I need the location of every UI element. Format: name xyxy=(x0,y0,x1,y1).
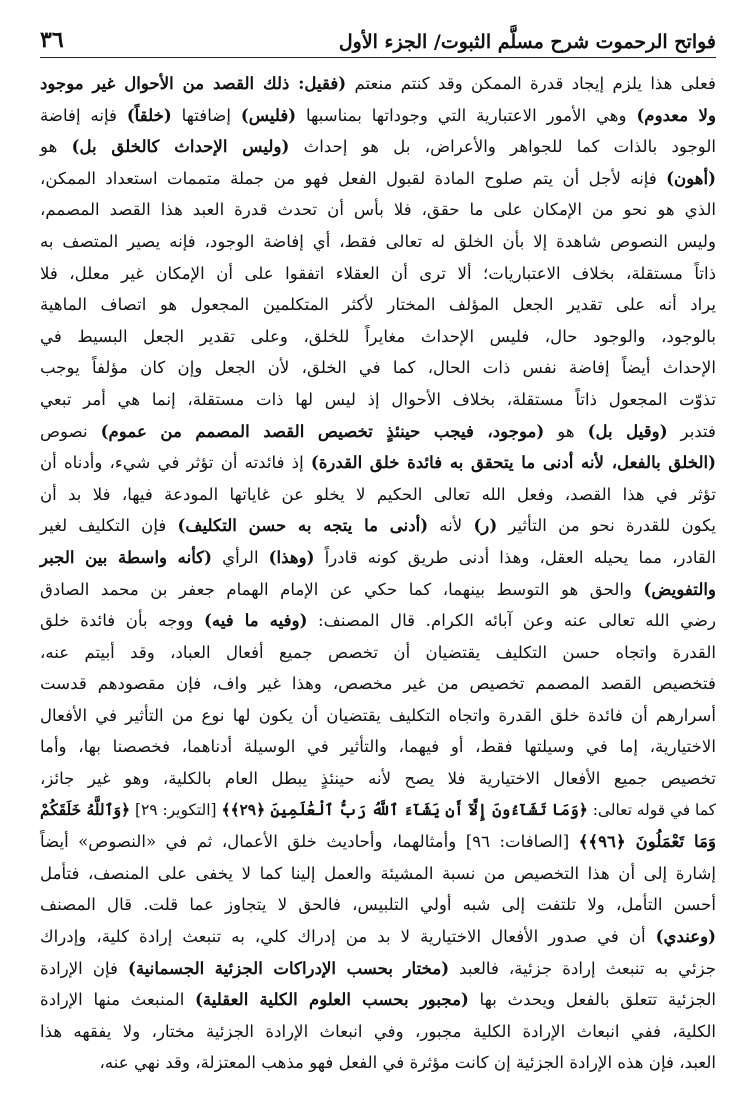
sharh-segment: إذ فائدته أن تؤثر في شيء، وأدناه أن xyxy=(40,453,311,473)
text-line xyxy=(40,889,716,921)
sharh-segment: [الصافات: ٩٦] وأمثالهما، وأحاديث خلق الأعمال، ثم في «النصوص» أيضاً xyxy=(40,832,579,852)
bold-matn-segment: (وعندي) xyxy=(655,926,716,947)
sharh-segment: فإن التكليف لغير xyxy=(40,516,178,536)
text-line xyxy=(40,352,716,384)
sharh-segment: الاختيارية، إما في وسيلتها فقط، أو فيهما، والتأثير في الوسيلة أدناهما، فخصصنا بها، وأما xyxy=(40,737,716,757)
sharh-segment: كما في قوله تعالى: xyxy=(587,800,716,819)
sharh-segment: تذوّت المجعول ذاتاً مستقلة، بخلاف الأحوال إذ ليس لها ذات مستقلة، إنما هي أمر تبعي xyxy=(40,389,716,409)
text-line xyxy=(40,668,716,700)
sharh-segment: نصوص xyxy=(40,421,101,441)
body-text xyxy=(40,68,716,1083)
sharh-segment: أحسن التأمل، ولا تلتفت إلى شبه أولي التلبيس، فالحق لا يتجاوز عما قلت. قال المصنف xyxy=(40,895,716,915)
text-line xyxy=(40,763,716,795)
text-line xyxy=(40,826,716,858)
bold-matn-segment: (فليس) xyxy=(240,104,297,125)
sharh-segment: فإنه لأجل أن يتم صلوح المادة لقبول الفعل فهو من جملة متممات استعداد الممكن، xyxy=(40,168,667,188)
sharh-segment: الرأي xyxy=(212,547,269,567)
bold-matn-segment: (ر) xyxy=(473,515,498,536)
sharh-segment: جزئي به تنبعث إرادة جزئية، فالعبد xyxy=(449,958,716,978)
page-header xyxy=(40,22,716,58)
sharh-segment: إضافتها xyxy=(171,105,241,125)
page-number: ٣٦ xyxy=(40,27,64,53)
bold-matn-segment: (كأنه واسطة بين الجبر xyxy=(40,546,213,567)
sharh-segment: تخصيص جميع الأفعال الاختيارية فلا يصح لأنه حينئذٍ يبطل العام بالكلية، وهو غير جائز، xyxy=(40,769,716,789)
text-line xyxy=(40,858,716,890)
sharh-segment: فإن الإرادة xyxy=(40,958,129,978)
text-line xyxy=(40,953,716,985)
sharh-segment: أن في صدور الأفعال الاختيارية لا بد من إدراك كلي، به تنبعث إرادة كلية، وإدراك xyxy=(40,927,656,947)
sharh-segment: يكون للقدرة نحو من التأثير xyxy=(497,516,716,536)
text-line xyxy=(40,1016,716,1048)
sharh-segment: وهي الأمور الاعتبارية التي وجوداتها بمناسبها xyxy=(296,105,637,125)
bold-matn-segment: (الخلق بالفعل، لأنه أدنى ما يتحقق به فائدة خلق القدرة) xyxy=(310,452,716,473)
running-title: فواتح الرحموت شرح مسلَّم الثبوت/ الجزء الأول xyxy=(338,31,716,53)
bold-matn-segment: (مختار بحسب الإدراكات الجزئية الجسمانية) xyxy=(128,957,450,978)
text-line xyxy=(40,479,716,511)
bold-matn-segment: (فقيل: ذلك القصد من الأحوال غير موجود xyxy=(40,73,347,93)
bold-matn-segment: ﴿وَٱللَّهُ خَلَقَكُمْ xyxy=(39,800,131,819)
sharh-segment: الإحداث أيضاً إفاضة نفس ذات الحال، كما في الخلق، لأن الجعل وإن كان مؤلفاً يوجب xyxy=(40,358,716,378)
text-line xyxy=(40,700,716,732)
text-line xyxy=(40,795,716,827)
bold-matn-segment: (أدنى ما يتجه به حسن التكليف) xyxy=(177,515,429,536)
text-line xyxy=(40,194,716,226)
text-line xyxy=(40,384,716,416)
text-line xyxy=(40,984,716,1016)
text-line xyxy=(40,447,716,479)
sharh-segment: ووجه بأن فائدة خلق xyxy=(40,611,204,631)
sharh-segment: القدرة واتجاه حسن التكليف يقتضيان أن تخصص جميع أفعال العباد، وقد أبيتم عنه، xyxy=(40,642,716,662)
text-line xyxy=(40,605,716,637)
text-line xyxy=(40,68,716,100)
text-line xyxy=(40,226,716,258)
text-line xyxy=(40,100,716,132)
text-line xyxy=(40,510,716,542)
sharh-segment: ذاتاً مستقلة، بخلاف الاعتباريات؛ ألا ترى أن العقلاء اتفقوا على أن الإمكان غير معلل، فلا xyxy=(40,263,716,283)
text-line xyxy=(40,163,716,195)
bold-matn-segment: (مجبور بحسب العلوم الكلية العقلية) xyxy=(195,989,469,1010)
sharh-segment: الجزئية تتعلق بالفعل ويحدث بها xyxy=(468,990,716,1010)
bold-matn-segment: ولا معدوم) xyxy=(636,104,717,125)
sharh-segment: يراد أنه على تقدير الجعل المؤلف المختار لأكثر المتكلمين المجعول هو اتصاف الماهية xyxy=(40,295,716,315)
bold-matn-segment: (أهون) xyxy=(666,167,716,188)
sharh-segment: أسرارهم أن فائدة خلق القدرة واتجاه التكليف يقتضيان أن يكون لها نوع من التأثير في الأفعال xyxy=(40,705,716,725)
text-line xyxy=(40,321,716,353)
sharh-segment: هو xyxy=(40,137,72,157)
sharh-segment: فعلى هذا يلزم إيجاد قدرة الممكن وقد كنتم منعتم xyxy=(346,74,716,93)
text-line xyxy=(40,289,716,321)
sharh-segment: الذي هو نحو من الإمكان على ما حقق، فلا بأس أن تحدث قدرة العبد هذا القصد المصمم، xyxy=(40,200,716,220)
sharh-segment: القادر، مما يحيله العقل، وهذا أدنى طريق كونه قادراً xyxy=(314,547,716,567)
sharh-segment: لأنه xyxy=(428,516,474,536)
bold-matn-segment: (موجود، فيجب حينئذٍ تخصيص القصد المصمم من عموم) xyxy=(100,420,545,441)
bold-matn-segment: ﴿وَمَا تَشَآءُونَ إِلَّآ أَن يَشَآءَ ٱللَّهُ رَبُّ ٱلْعَٰلَمِينَ ﴿٢٩﴾﴾ xyxy=(221,800,588,819)
sharh-segment: والحق هو التوسط بينهما، كما حكي عن الإمام الهمام جعفر بن محمد الصادق xyxy=(40,579,644,599)
bold-matn-segment: (وهذا) xyxy=(268,546,315,567)
sharh-segment: إشارة إلى أن هذا التخصيص من نسبة المشيئة والعمل إلينا كما لا يخفى على المنصف، فتأمل xyxy=(40,863,716,883)
text-line xyxy=(40,258,716,290)
text-line xyxy=(40,416,716,448)
bold-matn-segment: (وفيه ما فيه) xyxy=(203,610,308,631)
sharh-segment: المنبعث منها الإرادة xyxy=(40,990,196,1010)
bold-matn-segment: (خلقاً) xyxy=(126,104,172,125)
text-line xyxy=(40,1047,716,1079)
text-line xyxy=(40,131,716,163)
sharh-segment: تؤثر في هذا القصد، وفعل الله تعالى الحكيم لا يخلو عن غاياتها المودعة فيها، فلا بد أن xyxy=(40,484,716,504)
text-line xyxy=(40,731,716,763)
bold-matn-segment: والتفويض) xyxy=(643,578,716,599)
sharh-segment: وليس النصوص شاهدة إلا بأن الخلق له تعالى فقط، أي إفاضة الوجود، فإنه يصير المتصف به xyxy=(40,231,716,251)
text-line xyxy=(40,574,716,606)
text-line xyxy=(40,542,716,574)
sharh-segment: فتخصيص القصد المصمم تخصيص من غير مخصص، وهذا غير واف، فإن مقصودهم قدست xyxy=(40,674,716,694)
bold-matn-segment: (وقيل بل) xyxy=(587,420,668,441)
sharh-segment: هو xyxy=(544,421,588,441)
bold-matn-segment: (وليس الإحداث كالخلق بل) xyxy=(71,136,290,157)
sharh-segment: الكلية، ففي انبعاث الإرادة الكلية مجبور، وفي انبعاث الإرادة الجزئية مختار، ولا يفقهه هذا xyxy=(40,1021,716,1041)
sharh-segment: فإنه إفاضة xyxy=(40,105,127,125)
text-line xyxy=(40,921,716,953)
text-line xyxy=(40,637,716,669)
sharh-segment: العبد، فإن هذه الإرادة الجزئية إن كانت مؤثرة في الفعل فهو مذهب المعتزلة، وقد نهي عنه، xyxy=(99,1053,716,1073)
sharh-segment: الوجود بالذات كما للجواهر والأعراض، بل هو إحداث xyxy=(289,137,717,157)
sharh-segment: فتدبر xyxy=(667,421,716,441)
sharh-segment: بالوجود، والوجود حال، فليس الإحداث مغايراً للخلق، وعلى تقدير الجعل البسيط في xyxy=(40,326,716,346)
sharh-segment: [التكوير: ٢٩] xyxy=(130,800,222,819)
bold-matn-segment: وَمَا تَعْمَلُونَ ﴿٩٦﴾﴾ xyxy=(578,831,716,852)
sharh-segment: رضي الله تعالى عنه وعن آبائه الكرام. قال المصنف: xyxy=(307,611,716,631)
